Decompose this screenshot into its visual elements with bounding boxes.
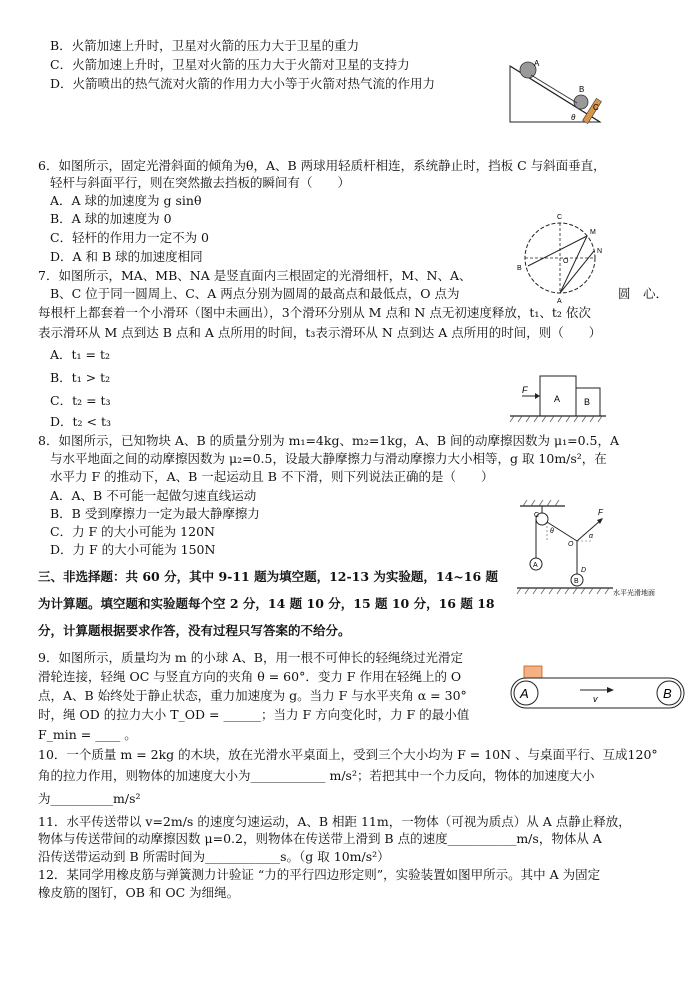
circle-label-a: A bbox=[557, 298, 562, 305]
q9-stem-line5: F_min = ____ 。 bbox=[38, 727, 137, 742]
belt-label-v: v bbox=[593, 694, 598, 704]
q11-stem-line1: 11．水平传送带以 v=2m/s 的速度匀速运动，A、B 相距 11m，一物体（可视为质点）从 A 点静止释放， bbox=[38, 814, 631, 829]
q8-option-d: D．力 F 的大小可能为 150N bbox=[50, 542, 216, 557]
pulley-label-c: C bbox=[534, 512, 540, 519]
section3-line3: 分，计算题根据要求作答，没有过程只写答案的不给分。 bbox=[38, 623, 351, 638]
q7-option-a: A．t₁ = t₂ bbox=[50, 347, 111, 362]
q9-stem-line3: 点，A、B 始终处于静止状态，重力加速度为 g。当力 F 与水平夹角 α = 30° bbox=[38, 688, 467, 703]
blocks-label-f: F bbox=[522, 385, 528, 395]
q8-option-a: A．A、B 不可能一起做匀速直线运动 bbox=[50, 488, 257, 503]
blocks-label-b: B bbox=[584, 397, 591, 407]
q12-stem-line1: 12．某同学用橡皮筋与弹簧测力计验证 “力的平行四边形定则”，实验装置如图甲所示。其中 A 为固定 bbox=[38, 867, 601, 882]
q5-option-d: D．火箭喷出的热气流对火箭的作用力大小等于火箭对热气流的作用力 bbox=[50, 76, 436, 91]
circle-figure bbox=[515, 212, 605, 305]
q8-stem-line1: 8．如图所示，已知物块 A、B 的质量分别为 m₁=4kg、m₂=1kg，A、B 间的动摩擦因数为 μ₁=0.5，A bbox=[38, 433, 619, 448]
circle-label-m: M bbox=[590, 229, 596, 236]
circle-label-c: C bbox=[557, 214, 563, 221]
q12-stem-line2: 橡皮筋的图钉，OB 和 OC 为细绳。 bbox=[38, 885, 240, 900]
circle-label-n: N bbox=[597, 248, 603, 255]
pulley-label-alpha: α bbox=[589, 533, 593, 540]
q10-stem-line2: 角的拉力作用，则物体的加速度大小为____________ m/s²；若把其中一个力反向，物体的加速度大小 bbox=[38, 768, 595, 783]
circle-label-o: O bbox=[563, 258, 569, 265]
belt-figure bbox=[510, 662, 685, 720]
section3-line1: 三、非选择题：共 60 分，其中 9-11 题为填空题，12-13 为实验题，14~16 题 bbox=[38, 569, 499, 584]
q7-option-b: B．t₁ > t₂ bbox=[50, 370, 111, 385]
circle-label-b: B bbox=[517, 265, 522, 272]
blocks-label-a: A bbox=[554, 394, 561, 404]
q8-stem-line2: 与水平地面之间的动摩擦因数为 μ₂=0.5，设最大静摩擦力与滑动摩擦力大小相等，g 取 10m/s²，在 bbox=[50, 451, 607, 466]
section3-line2: 为计算题。填空题和实验题每个空 2 分，14 题 10 分，15 题 10 分，16 题 18 bbox=[38, 596, 495, 611]
q7-option-c: C．t₂ = t₃ bbox=[50, 393, 111, 408]
q11-stem-line2: 物体与传送带间的动摩擦因数 μ=0.2，则物体在传送带上滑到 B 点的速度___________m/s，物体从 A bbox=[38, 831, 602, 846]
pulley-figure bbox=[515, 496, 685, 604]
q5-option-c: C．火箭加速上升时，卫星对火箭的压力大于火箭对卫星的支持力 bbox=[50, 57, 410, 72]
pulley-label-theta: θ bbox=[550, 528, 554, 535]
q9-stem-line4: 时，绳 OD 的拉力大小 T_OD = ______；当力 F 方向变化时，力 F 的最小值 bbox=[38, 707, 470, 722]
q6-option-d: D．A 和 B 球的加速度相同 bbox=[50, 249, 203, 264]
pulley-label-o: O bbox=[568, 541, 574, 548]
q9-stem-line1: 9．如图所示，质量均为 m 的小球 A、B，用一根不可伸长的轻绳绕过光滑定 bbox=[38, 650, 463, 665]
q7-stem-line4: 表示滑环从 M 点到达 B 点和 A 点所用的时间，t₃表示滑环从 N 点到达 A 点所用的时间，则（ ） bbox=[38, 325, 602, 340]
q10-stem-line3: 为__________m/s² bbox=[38, 791, 141, 806]
q6-stem-line2: 轻杆与斜面平行，则在突然撤去挡板的瞬间有（ ） bbox=[50, 175, 351, 190]
pulley-label-a: A bbox=[533, 562, 538, 569]
incline-figure bbox=[505, 58, 605, 128]
incline-label-c: C bbox=[593, 103, 599, 112]
incline-label-b: B bbox=[579, 85, 585, 94]
q8-option-c: C．力 F 的大小可能为 120N bbox=[50, 524, 215, 539]
pulley-ground-label: 水平光滑地面 bbox=[613, 590, 655, 597]
q10-stem-line1: 10．一个质量 m = 2kg 的木块，放在光滑水平桌面上，受到三个大小均为 F = 10N 、与桌面平行、互成120° bbox=[38, 747, 658, 762]
blocks-figure bbox=[508, 372, 608, 427]
q9-stem-line2: 滑轮连接，轻绳 OC 与竖直方向的夹角 θ = 60°．变力 F 作用在轻绳上的 O bbox=[38, 669, 462, 684]
q7-stem-line2: B、C 位于同一圆周上、C、A 两点分别为圆周的最高点和最低点，O 点为 bbox=[50, 286, 460, 301]
pulley-label-b: B bbox=[574, 578, 579, 585]
incline-label-a: A bbox=[534, 59, 540, 68]
q6-option-c: C．轻杆的作用力一定不为 0 bbox=[50, 230, 209, 245]
q7-stem-line2-end: 圆 心． bbox=[618, 286, 669, 301]
q11-stem-line3: 沿传送带运动到 B 所需时间为____________s。（g 取 10m/s²） bbox=[38, 849, 390, 864]
q7-stem-line1: 7．如图所示，MA、MB、NA 是竖直面内三根固定的光滑细杆，M、N、A、 bbox=[38, 268, 472, 283]
belt-label-a: A bbox=[520, 686, 529, 701]
pulley-label-d: D bbox=[581, 567, 587, 574]
incline-angle: θ bbox=[571, 113, 576, 122]
pulley-label-f: F bbox=[598, 508, 603, 517]
q5-option-b: B．火箭加速上升时，卫星对火箭的压力大于卫星的重力 bbox=[50, 38, 360, 53]
belt-label-b: B bbox=[663, 686, 672, 701]
q7-stem-line3: 每根杆上都套着一个小滑环（图中未画出），3个滑环分别从 M 点和 N 点无初速度释放，t₁、t₂ 依次 bbox=[38, 305, 591, 320]
q6-option-b: B．A 球的加速度为 0 bbox=[50, 211, 172, 226]
q8-option-b: B．B 受到摩擦力一定为最大静摩擦力 bbox=[50, 506, 260, 521]
q8-stem-line3: 水平力 F 的推动下，A、B 一起运动且 B 不下滑，则下列说法正确的是（ ） bbox=[50, 469, 494, 484]
q6-option-a: A．A 球的加速度为 g sinθ bbox=[50, 193, 202, 208]
q6-stem-line1: 6．如图所示，固定光滑斜面的倾角为θ，A、B 两球用轻质杆相连，系统静止时，挡板 C 与斜面垂直， bbox=[38, 158, 606, 173]
q7-option-d: D．t₂ < t₃ bbox=[50, 414, 112, 429]
